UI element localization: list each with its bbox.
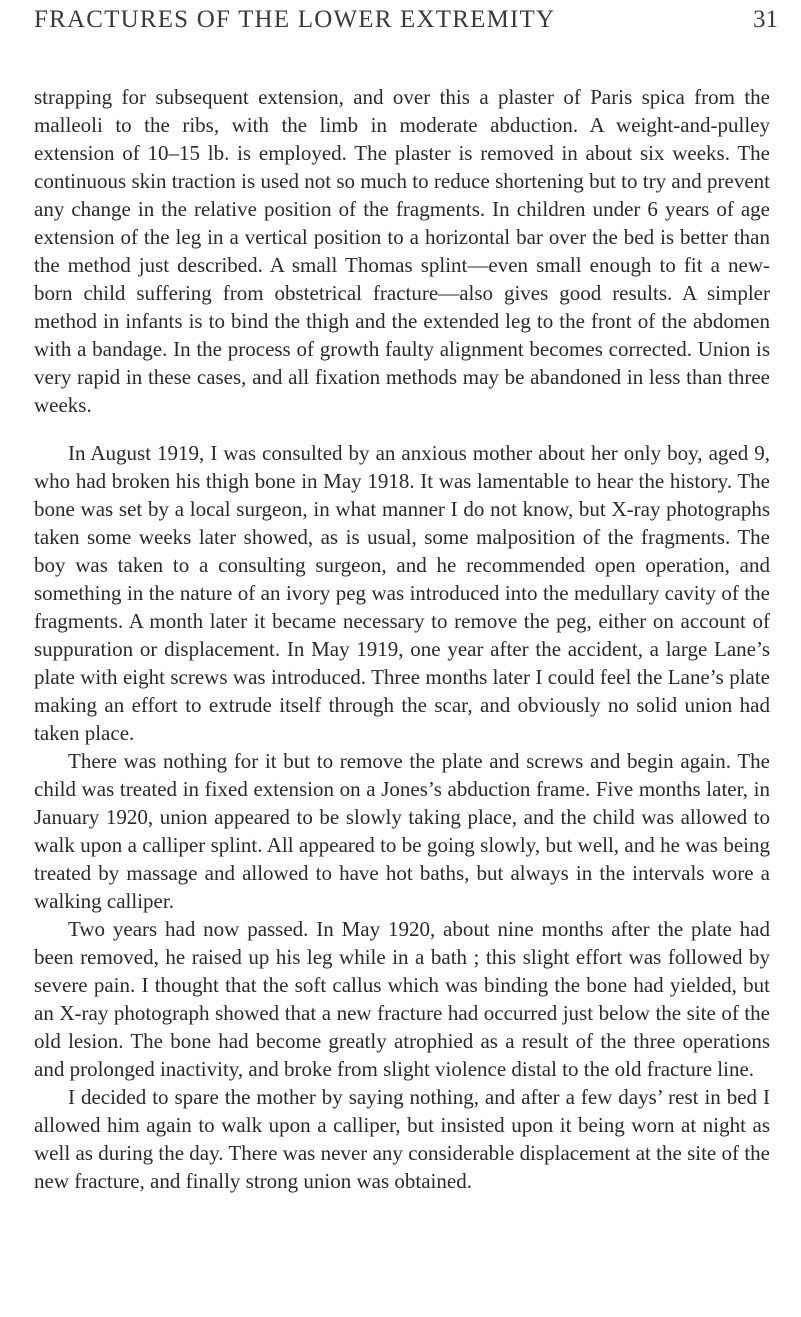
page-number: 31 [753,6,778,33]
paragraph-plate-removal: There was nothing for it but to remove the plate and screws and begin again. The child was treated in fixed extension on a Jones’s abduction frame. Five months later, in January 1920, union appeared to be slowly taking place, and the child was allowed to walk upon a calliper splint. All appeared to be going slowly, but well, and he was being treated by massage and allowed to have hot baths, but always in the intervals wore a walking calliper. [34,749,770,913]
body-text [34,83,770,1195]
running-header [34,6,778,40]
paragraph-outcome: I decided to spare the mother by saying nothing, and after a few days’ rest in bed I allowed him again to walk upon a calliper, but insisted upon it being worn at night as well as during the day. There was never any considerable displacement at the site of the new fracture, and finally strong union was obtained. [34,1085,770,1193]
paragraph-case-history: In August 1919, I was consulted by an anxious mother about her only boy, aged 9, who had broken his thigh bone in May 1918. It was lamentable to hear the history. The bone was set by a local surgeon, in what manner I do not know, but X-ray photographs taken some weeks later showed, as is usual, some malposition of the fragments. The boy was taken to a consulting surgeon, and he recommended open operation, and something in the nature of an ivory peg was introduced into the medullary cavity of the fragments. A month later it became necessary to remove the peg, either on account of suppuration or displacement. In May 1919, one year after the accident, a large Lane’s plate with eight screws was introduced. Three months later I could feel the Lane’s plate making an effort to extrude itself through the scar, and obviously no solid union had taken place. [34,441,770,745]
paragraph-continuation: strapping for subsequent extension, and over this a plaster of Paris spica from the malleoli to the ribs, with the limb in moderate abduction. A weight-and-pulley extension of 10–15 lb. is employed. The plaster is removed in about six weeks. The continuous skin traction is used not so much to reduce shortening but to try and prevent any change in the relative position of the fragments. In children under 6 years of age extension of the leg in a vertical position to a horizontal bar over the bed is better than the method just described. A small Thomas splint—even small enough to fit a new-born child suffering from obstetrical fracture—also gives good results. A simpler method in infants is to bind the thigh and the extended leg to the front of the abdomen with a bandage. In the process of growth faulty alignment becomes corrected. Union is very rapid in these cases, and all fixation methods may be abandoned in less than three weeks. [34,85,770,417]
chapter-title: FRACTURES OF THE LOWER EXTREMITY [34,6,556,33]
paragraph-new-fracture: Two years had now passed. In May 1920, about nine months after the plate had been removed, he raised up his leg while in a bath ; this slight effort was followed by severe pain. I thought that the soft callus which was binding the bone had yielded, but an X-ray photograph showed that a new fracture had occurred just below the site of the old lesion. The bone had become greatly atrophied as a result of the three operations and prolonged inactivity, and broke from slight violence distal to the old fracture line. [34,917,770,1081]
